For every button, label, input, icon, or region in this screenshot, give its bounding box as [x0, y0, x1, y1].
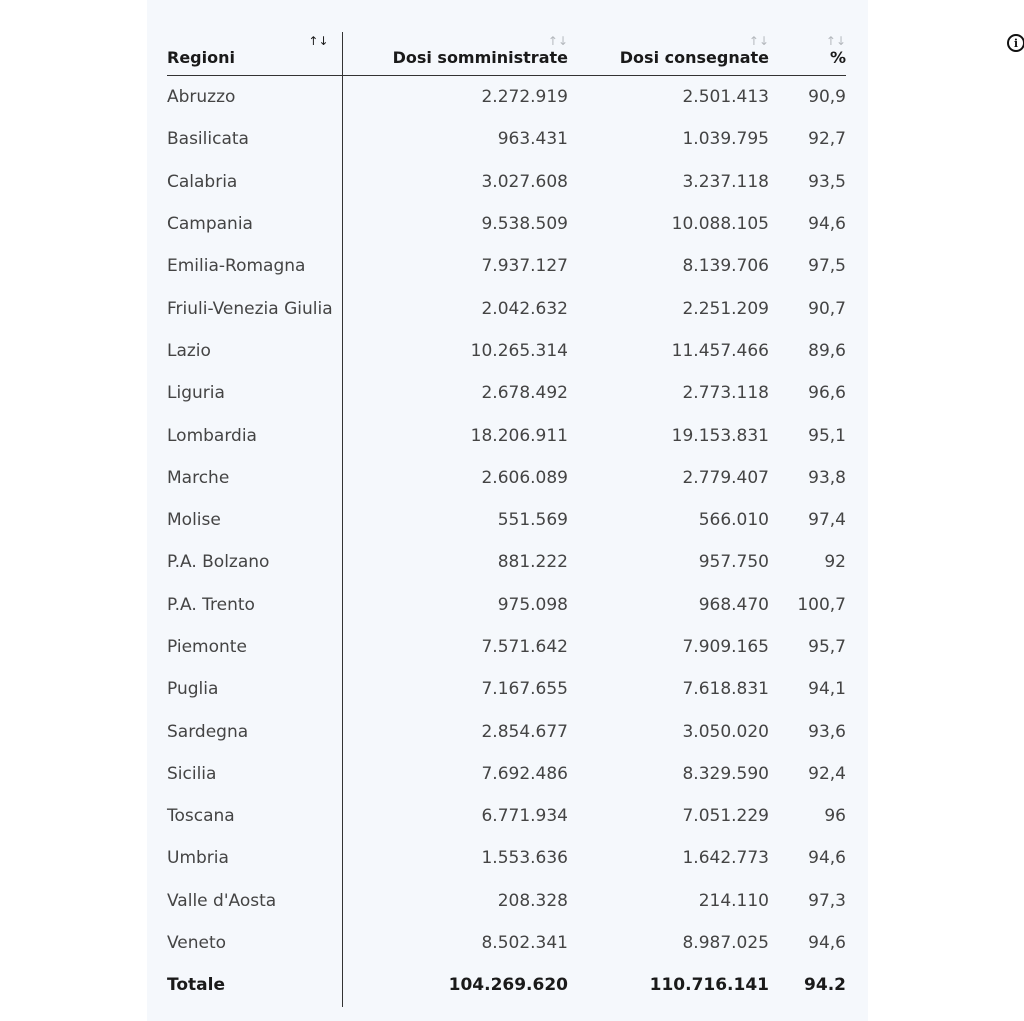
- cell-percent: 100,7: [797, 594, 846, 615]
- cell-percent: 93,8: [808, 467, 846, 488]
- table-row: [167, 880, 846, 922]
- cell-region: Totale: [167, 964, 342, 1006]
- table-row: [167, 584, 846, 626]
- cell-region: Lombardia: [167, 414, 342, 456]
- column-header-label: Dosi somministrate: [392, 48, 568, 67]
- table-header-row: [167, 32, 846, 76]
- table-row: [167, 414, 846, 456]
- column-header-dosi-consegnate[interactable]: [568, 32, 769, 76]
- table-row: [167, 372, 846, 414]
- cell-percent: 90,9: [808, 87, 846, 108]
- cell-dosi-consegnate: 2.773.118: [682, 383, 769, 404]
- cell-dosi-somministrate: 9.538.509: [481, 214, 568, 235]
- column-header-label: Dosi consegnate: [619, 48, 769, 67]
- info-icon[interactable]: i: [1007, 34, 1024, 52]
- cell-dosi-consegnate: 110.716.141: [649, 975, 769, 996]
- cell-percent: 90,7: [808, 298, 846, 319]
- cell-region: Molise: [167, 499, 342, 541]
- cell-dosi-consegnate: 2.251.209: [682, 298, 769, 319]
- cell-dosi-consegnate: 1.642.773: [682, 848, 769, 869]
- table-row: [167, 922, 846, 964]
- cell-percent: 95,7: [808, 637, 846, 657]
- sort-arrows-icon[interactable]: ↑↓: [748, 34, 769, 48]
- cell-dosi-consegnate: 7.909.165: [682, 637, 769, 657]
- column-header-regioni[interactable]: [167, 32, 342, 76]
- cell-percent: 94,6: [808, 214, 846, 235]
- cell-dosi-consegnate: 3.050.020: [682, 721, 769, 742]
- cell-dosi-consegnate: 968.470: [698, 594, 769, 615]
- cell-dosi-somministrate: 3.027.608: [481, 171, 568, 192]
- cell-region: Marche: [167, 457, 342, 499]
- cell-dosi-consegnate: 3.237.118: [682, 171, 769, 192]
- cell-dosi-somministrate: 963.431: [497, 129, 568, 150]
- cell-dosi-consegnate: 566.010: [698, 510, 769, 531]
- cell-dosi-somministrate: 2.272.919: [481, 87, 568, 108]
- cell-dosi-somministrate: 7.937.127: [481, 256, 568, 277]
- cell-dosi-consegnate: 10.088.105: [671, 214, 769, 235]
- table-row: [167, 245, 846, 287]
- table-row: [167, 710, 846, 752]
- cell-dosi-somministrate: 1.553.636: [481, 848, 568, 869]
- table-row: [167, 457, 846, 499]
- cell-dosi-consegnate: 8.329.590: [682, 763, 769, 784]
- cell-percent: 94.2: [804, 975, 846, 996]
- cell-percent: 97,3: [808, 890, 846, 911]
- table-row: [167, 837, 846, 879]
- cell-dosi-somministrate: 208.328: [497, 890, 568, 911]
- cell-dosi-consegnate: 7.051.229: [682, 806, 769, 827]
- cell-dosi-somministrate: 18.206.911: [470, 425, 568, 446]
- cell-region: Calabria: [167, 161, 342, 203]
- cell-percent: 93,6: [808, 721, 846, 742]
- table-row: [167, 76, 846, 119]
- sort-arrows-icon[interactable]: ↑↓: [825, 34, 846, 48]
- cell-dosi-somministrate: 8.502.341: [481, 933, 568, 954]
- table-total-row: [167, 964, 846, 1006]
- sort-arrows-icon[interactable]: ↑↓: [547, 34, 568, 48]
- cell-region: Toscana: [167, 795, 342, 837]
- cell-region: Lazio: [167, 330, 342, 372]
- cell-dosi-somministrate: 2.678.492: [481, 383, 568, 404]
- cell-region: Friuli-Venezia Giulia: [167, 287, 342, 329]
- regions-doses-table: [167, 32, 846, 1007]
- cell-percent: 93,5: [808, 171, 846, 192]
- cell-region: Sicilia: [167, 753, 342, 795]
- cell-percent: 89,6: [808, 340, 846, 361]
- sort-arrows-icon[interactable]: ↑↓: [308, 34, 329, 48]
- cell-dosi-somministrate: 7.571.642: [481, 637, 568, 657]
- cell-dosi-consegnate: 957.750: [698, 552, 769, 573]
- cell-region: P.A. Trento: [167, 584, 342, 626]
- table-row: [167, 287, 846, 329]
- table-body: [167, 76, 846, 1007]
- column-header-label: %: [829, 48, 846, 67]
- cell-dosi-somministrate: 7.167.655: [481, 679, 568, 700]
- cell-dosi-somministrate: 2.606.089: [481, 467, 568, 488]
- cell-percent: 94,1: [808, 679, 846, 700]
- cell-percent: 92: [824, 552, 846, 573]
- table-row: [167, 161, 846, 203]
- cell-dosi-somministrate: 975.098: [497, 594, 568, 615]
- cell-region: Umbria: [167, 837, 342, 879]
- table-row: [167, 203, 846, 245]
- cell-dosi-consegnate: 11.457.466: [671, 340, 769, 361]
- cell-dosi-somministrate: 6.771.934: [481, 806, 568, 827]
- cell-region: Basilicata: [167, 118, 342, 160]
- cell-dosi-consegnate: 19.153.831: [671, 425, 769, 446]
- table-row: [167, 753, 846, 795]
- table-row: [167, 795, 846, 837]
- cell-region: Piemonte: [167, 626, 342, 668]
- cell-region: P.A. Bolzano: [167, 541, 342, 583]
- cell-percent: 97,5: [808, 256, 846, 277]
- cell-region: Emilia-Romagna: [167, 245, 342, 287]
- cell-dosi-somministrate: 104.269.620: [448, 975, 568, 996]
- column-header-percent[interactable]: [769, 32, 846, 76]
- table-row: [167, 499, 846, 541]
- cell-dosi-consegnate: 8.987.025: [682, 933, 769, 954]
- cell-percent: 92,4: [808, 763, 846, 784]
- cell-dosi-somministrate: 2.854.677: [481, 721, 568, 742]
- cell-dosi-somministrate: 7.692.486: [481, 763, 568, 784]
- cell-dosi-consegnate: 7.618.831: [682, 679, 769, 700]
- cell-region: Abruzzo: [167, 76, 342, 119]
- table-row: [167, 118, 846, 160]
- column-header-label: Regioni: [167, 48, 235, 67]
- cell-percent: 96,6: [808, 383, 846, 404]
- cell-percent: 95,1: [808, 425, 846, 446]
- cell-dosi-consegnate: 2.779.407: [682, 467, 769, 488]
- cell-region: Campania: [167, 203, 342, 245]
- cell-region: Sardegna: [167, 710, 342, 752]
- column-header-dosi-somministrate[interactable]: [342, 32, 568, 76]
- vaccine-table-panel: [147, 0, 1019, 1021]
- cell-dosi-consegnate: 8.139.706: [682, 256, 769, 277]
- cell-percent: 94,6: [808, 933, 846, 954]
- cell-dosi-consegnate: 1.039.795: [682, 129, 769, 150]
- cell-dosi-somministrate: 10.265.314: [470, 340, 568, 361]
- cell-region: Liguria: [167, 372, 342, 414]
- table-row: [167, 541, 846, 583]
- table-row: [167, 668, 846, 710]
- table-row: [167, 626, 846, 668]
- cell-dosi-somministrate: 551.569: [497, 510, 568, 531]
- cell-percent: 94,6: [808, 848, 846, 869]
- cell-dosi-somministrate: 2.042.632: [481, 298, 568, 319]
- cell-percent: 92,7: [808, 129, 846, 150]
- cell-percent: 97,4: [808, 510, 846, 531]
- table-row: [167, 330, 846, 372]
- cell-region: Puglia: [167, 668, 342, 710]
- cell-percent: 96: [824, 806, 846, 827]
- cell-dosi-consegnate: 214.110: [698, 890, 769, 911]
- cell-dosi-somministrate: 881.222: [497, 552, 568, 573]
- cell-region: Valle d'Aosta: [167, 880, 342, 922]
- cell-dosi-consegnate: 2.501.413: [682, 87, 769, 108]
- cell-region: Veneto: [167, 922, 342, 964]
